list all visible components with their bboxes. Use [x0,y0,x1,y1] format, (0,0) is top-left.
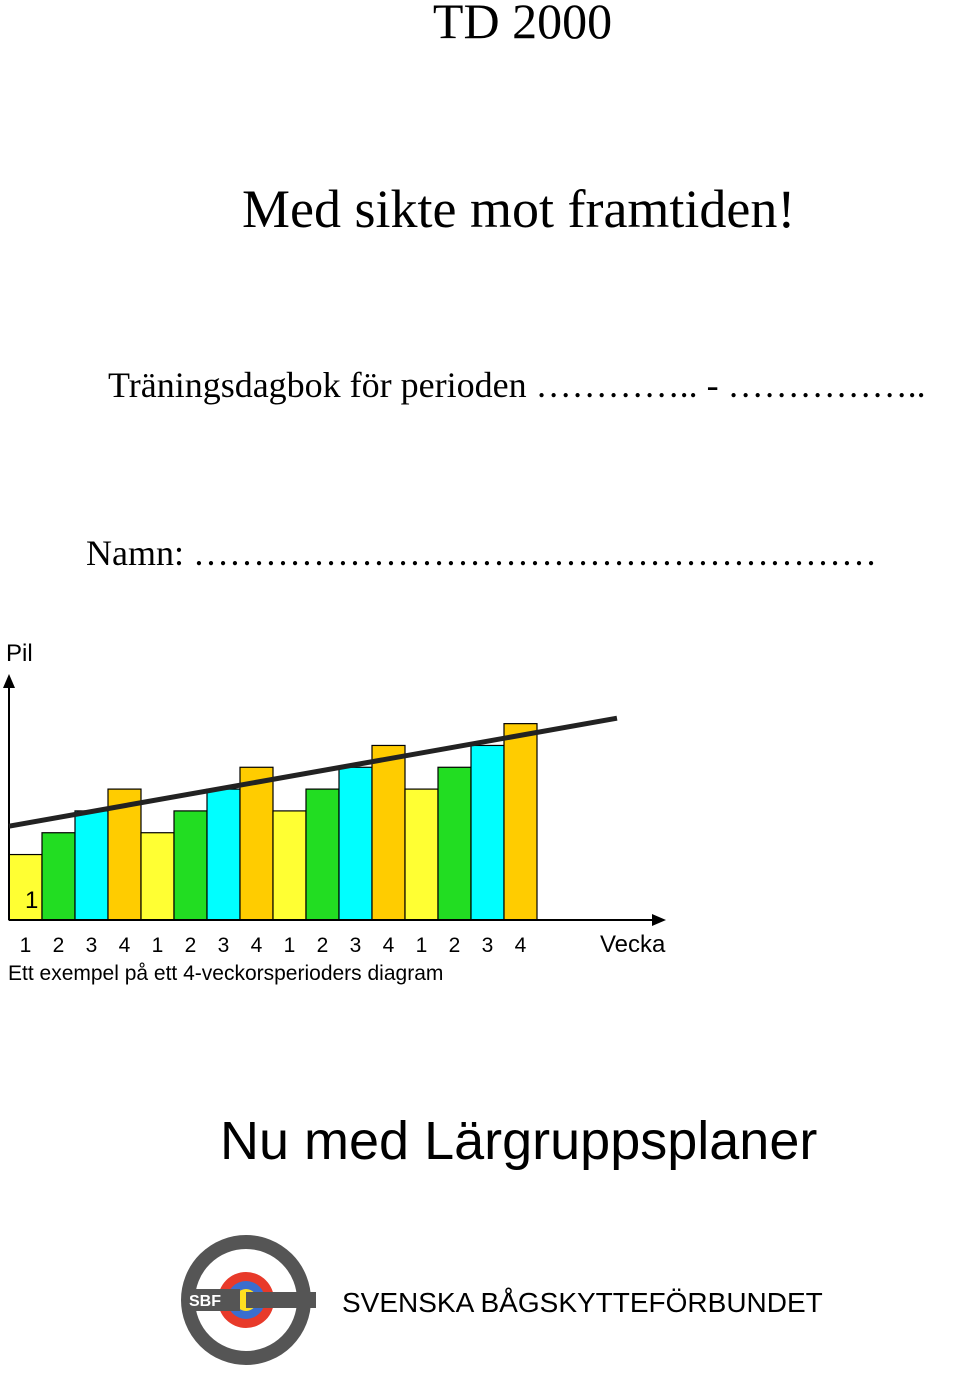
bar-6 [174,811,207,920]
x-tick-label: 4 [382,934,395,957]
x-tick-label: 1 [415,934,428,957]
bar-10 [306,789,339,920]
organization-name: SVENSKA BÅGSKYTTEFÖRBUNDET [342,1287,823,1318]
x-tick-label: 2 [448,934,461,957]
x-tick-label: 4 [250,934,263,957]
bar-2 [42,833,75,920]
chart-caption: Ett exempel på ett 4-veckorsperioders diagram [8,962,444,985]
bar-14 [438,767,471,920]
x-axis-label: Vecka [600,931,666,958]
sbf-logo [176,1234,320,1366]
training-bar-chart [0,630,700,1000]
document-title: TD 2000 [432,0,613,49]
headline: Nu med Lärgruppsplaner [220,1111,818,1171]
x-tick-label: 3 [85,934,98,957]
bar-5 [141,833,174,920]
first-bar-label: 1 [25,887,39,914]
bar-16 [504,724,537,920]
tagline: Med sikte mot framtiden! [242,179,796,239]
x-tick-label: 1 [19,934,32,957]
bar-13 [405,789,438,920]
x-tick-label: 2 [184,934,197,957]
bar-15 [471,745,504,920]
x-tick-label: 1 [283,934,296,957]
x-tick-label: 2 [316,934,329,957]
x-tick-label: 4 [118,934,131,957]
svg-text:SBF: SBF [189,1293,221,1310]
x-tick-label: 2 [52,934,65,957]
bar-12 [372,745,405,920]
period-field: Träningsdagbok för perioden ………….. - …………….. [108,365,926,405]
y-axis-arrow [3,674,15,688]
bar-11 [339,767,372,920]
x-tick-label: 3 [481,934,494,957]
bar-3 [75,811,108,920]
x-axis-arrow [652,914,666,926]
bar-9 [273,811,306,920]
bar-8 [240,767,273,920]
y-axis-label: Pil [6,640,33,667]
x-tick-label: 3 [217,934,230,957]
x-tick-label: 4 [514,934,527,957]
x-tick-label: 1 [151,934,164,957]
bar-7 [207,789,240,920]
x-tick-label: 3 [349,934,362,957]
name-field: Namn: ………………………………………………… [86,533,877,573]
